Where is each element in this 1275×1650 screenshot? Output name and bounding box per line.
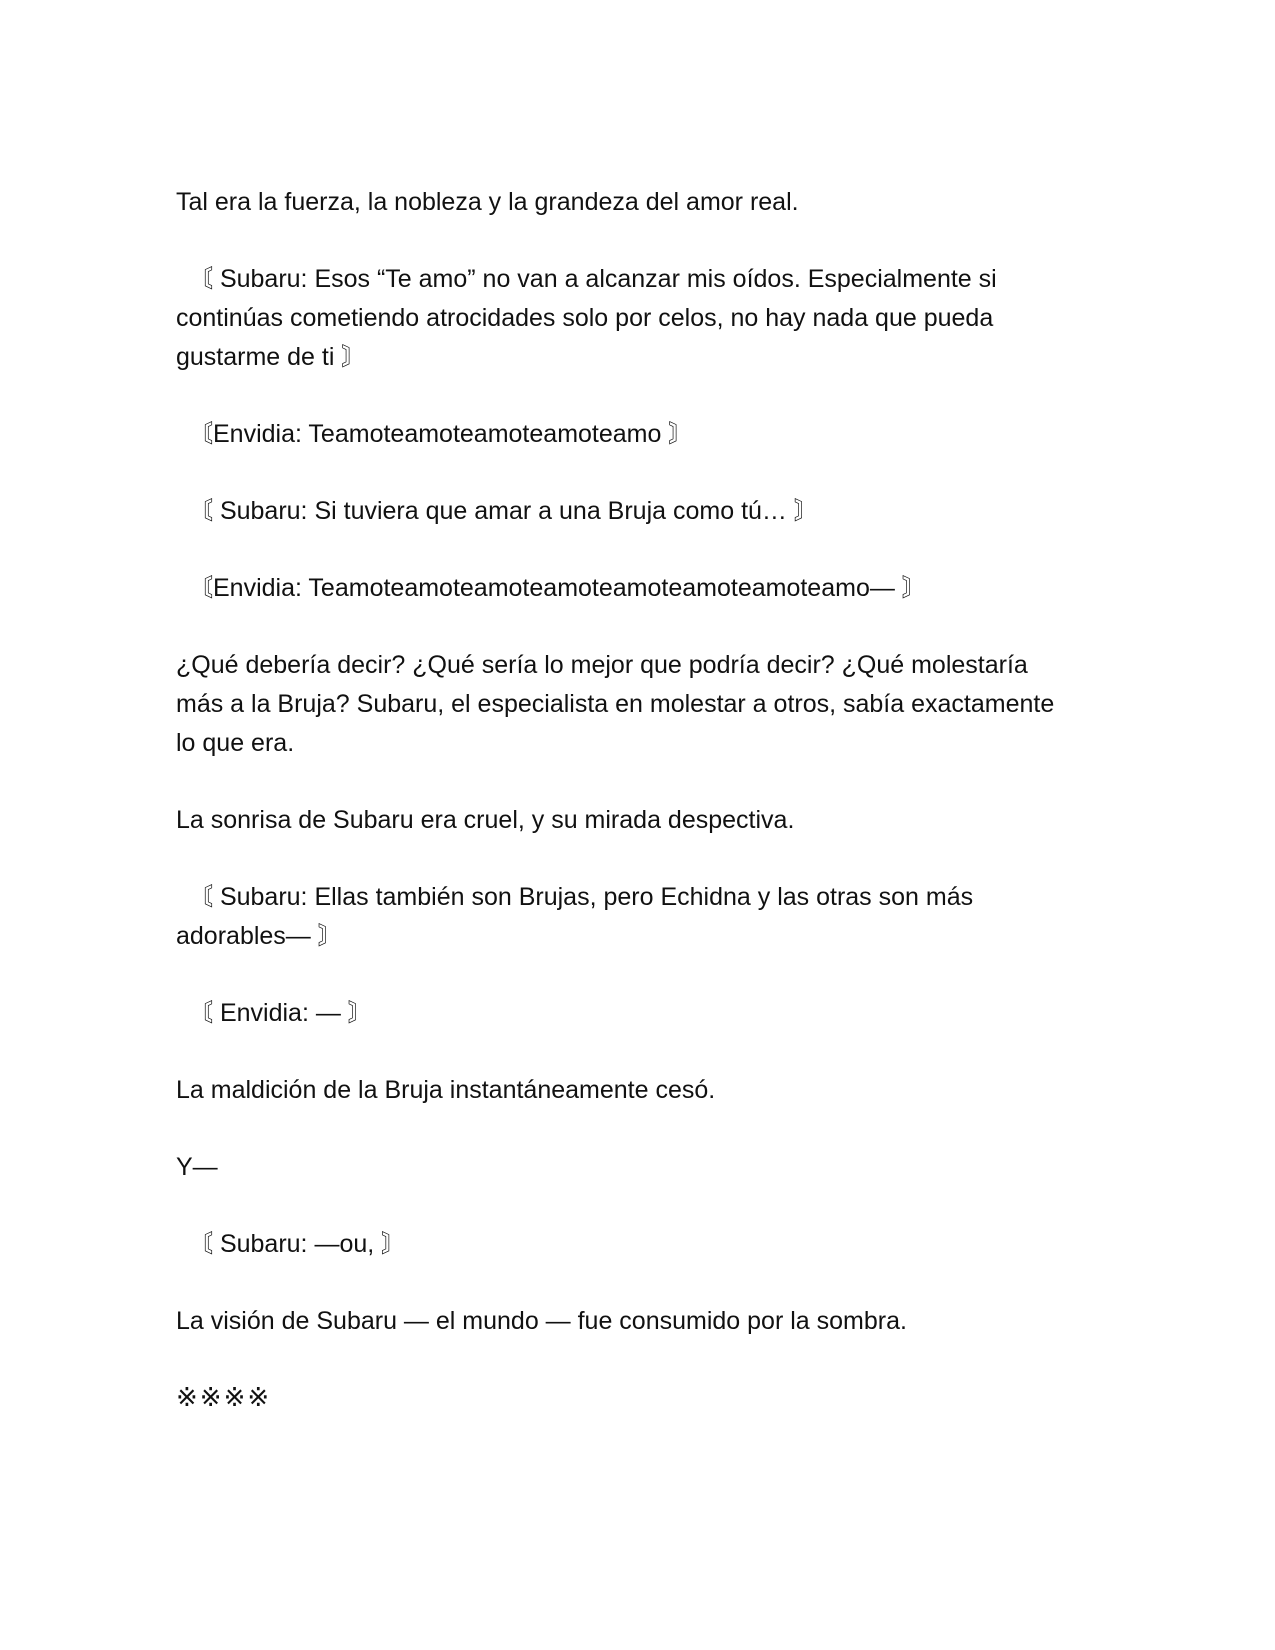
dialogue-subaru-4: 〘 Subaru: —ou, 〙 xyxy=(188,1230,407,1258)
dialogue-subaru-1: 〘 Subaru: Esos “Te amo” no van a alcanzar mis oídos. Especialmente si continúas cometiendo atrocidades solo por celos, no hay nada que pueda gustarme de ti 〙 xyxy=(176,265,997,371)
paragraph-6: La visión de Subaru — el mundo — fue consumido por la sombra. xyxy=(176,1307,907,1335)
dialogue-envidia-2: 〘Envidia: Teamoteamoteamoteamoteamoteamoteamoteamo— 〙 xyxy=(188,574,927,602)
paragraph-4: La maldición de la Bruja instantáneamente cesó. xyxy=(176,1076,716,1104)
dialogue-envidia-1: 〘Envidia: Teamoteamoteamoteamoteamo 〙 xyxy=(188,420,694,448)
paragraph-5: Y— xyxy=(176,1153,218,1181)
paragraph-1: Tal era la fuerza, la nobleza y la grandeza del amor real. xyxy=(176,188,799,216)
paragraph-3: La sonrisa de Subaru era cruel, y su mirada despectiva. xyxy=(176,806,795,834)
dialogue-subaru-2: 〘 Subaru: Si tuviera que amar a una Bruja como tú… 〙 xyxy=(188,497,819,525)
paragraph-2: ¿Qué debería decir? ¿Qué sería lo mejor que podría decir? ¿Qué molestaría más a la Bruja? Subaru, el especialista en molestar a otros, sabía exactamente lo que era. xyxy=(176,651,1055,757)
dialogue-subaru-3: 〘 Subaru: Ellas también son Brujas, pero Echidna y las otras son más adorables— 〙 xyxy=(176,883,974,950)
scene-separator: ※※※※ xyxy=(176,1383,272,1413)
dialogue-envidia-3: 〘 Envidia: — 〙 xyxy=(188,999,373,1027)
document-body xyxy=(176,183,1076,1456)
